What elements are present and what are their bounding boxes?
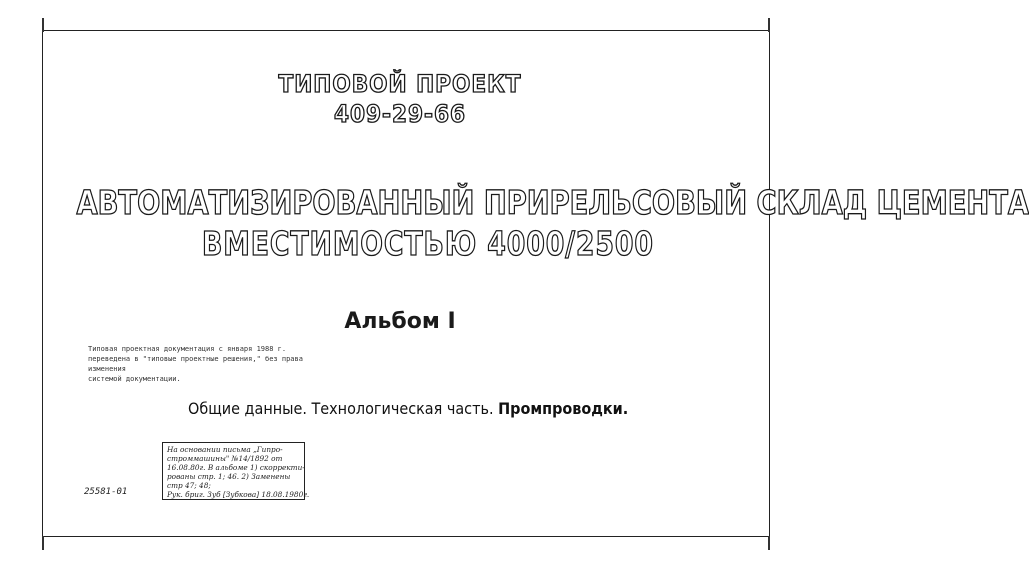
title-line-1: АВТОМАТИЗИРОВАННЫЙ ПРИРЕЛЬСОВЫЙ СКЛАД ЦЕМЕНТА bbox=[76, 183, 1029, 222]
revision-stamp bbox=[162, 442, 310, 500]
subtitle-regular: Общие данные. Технологическая часть. bbox=[188, 399, 494, 418]
inventory-number: 25581-01 bbox=[84, 487, 128, 497]
frame-tick-top-left bbox=[42, 18, 44, 32]
frame-tick-bottom-right bbox=[768, 536, 770, 550]
notice-line: Типовая проектная документация с января 1988 г. bbox=[88, 345, 287, 353]
frame-tick-bottom-left bbox=[42, 536, 44, 550]
notice-line: переведена в "типовые проектные решения," без права изменения bbox=[88, 355, 303, 373]
stamp-line: 16.08.80г. В альбоме 1) скорректи- bbox=[167, 463, 305, 472]
document-subtitle bbox=[188, 399, 628, 418]
frame-tick-top-right bbox=[768, 18, 770, 32]
stamp-line: строммашины" №14/1892 от bbox=[167, 454, 283, 463]
project-number: 409-29-66 bbox=[333, 100, 467, 128]
notice-text bbox=[88, 344, 318, 384]
notice-line: системой документации. bbox=[88, 375, 181, 383]
title-line-2: ВМЕСТИМОСТЬЮ 4000/2500 bbox=[202, 224, 654, 263]
stamp-line: рованы стр. 1; 46. 2) Заменены bbox=[167, 472, 291, 481]
subtitle-bold: Промпроводки. bbox=[498, 399, 629, 418]
album-label: Альбом I bbox=[344, 309, 456, 334]
stamp-line: Рук. бриг. Зуб [Зубкова] 18.08.1980г. bbox=[167, 490, 310, 499]
stamp-line: стр 47; 48; bbox=[167, 481, 211, 490]
project-type-heading: ТИПОВОЙ ПРОЕКТ bbox=[278, 70, 522, 98]
stamp-line: На основании письма „Гипро- bbox=[167, 445, 283, 454]
